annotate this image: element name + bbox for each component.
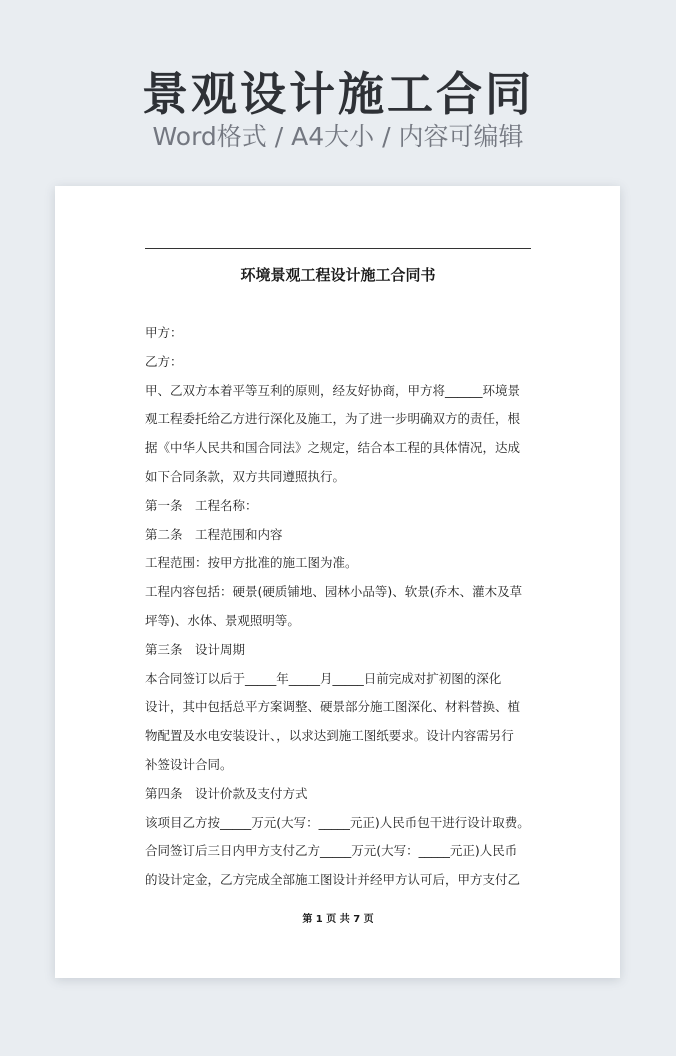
body-line: 的设计定金，乙方完成全部施工图设计并经甲方认可后，甲方支付乙 <box>145 872 521 888</box>
body-line: 设计，其中包括总平方案调整、硬景部分施工图深化、材料替换、植 <box>145 699 521 715</box>
banner-title: 景观设计施工合同 <box>142 67 534 121</box>
header-rule <box>145 248 531 249</box>
body-line: 工程范围：按甲方批准的施工图为准。 <box>145 555 358 571</box>
article-heading: 第二条 工程范围和内容 <box>145 526 283 542</box>
body-line: 如下合同条款，双方共同遵照执行。 <box>145 468 346 484</box>
body-line: 坪等)、水体、景观照明等。 <box>145 612 300 628</box>
article-heading: 第三条 设计周期 <box>145 641 246 657</box>
body-line: 甲、乙双方本着平等互利的原则，经友好协商，甲方将______环境景 <box>145 382 521 398</box>
party-b-line: 乙方： <box>145 353 183 369</box>
document-title: 环境景观工程设计施工合同书 <box>240 266 436 284</box>
article-heading: 第四条 设计价款及支付方式 <box>145 785 308 801</box>
party-a-line: 甲方： <box>145 325 183 340</box>
body-line: 合同签订后三日内甲方支付乙方_____万元(大写：_____元正)人民币 <box>145 843 518 859</box>
body-line: 物配置及水电安装设计、，以求达到施工图纸要求。设计内容需另行 <box>145 728 514 744</box>
article-heading: 第一条 工程名称： <box>145 497 258 513</box>
body-line: 观工程委托给乙方进行深化及施工，为了进一步明确双方的责任，根 <box>145 411 521 427</box>
body-line: 该项目乙方按_____万元(大写：_____元正)人民币包干进行设计取费。 <box>145 814 530 830</box>
body-line: 本合同签订以后于_____年_____月_____日前完成对扩初图的深化 <box>145 670 502 686</box>
banner <box>0 0 676 186</box>
body-line: 据《中华人民共和国合同法》之规定，结合本工程的具体情况，达成 <box>145 440 521 456</box>
document-body <box>145 319 537 895</box>
page-number: 第 1 页 共 7 页 <box>302 914 374 925</box>
banner-subtitle: Word格式 / A4大小 / 内容可编辑 <box>152 122 524 151</box>
document-page <box>55 186 620 978</box>
body-line: 补签设计合同。 <box>145 756 233 772</box>
body-line: 工程内容包括：硬景(硬质铺地、园林小品等)、软景(乔木、灌木及草 <box>145 584 523 600</box>
